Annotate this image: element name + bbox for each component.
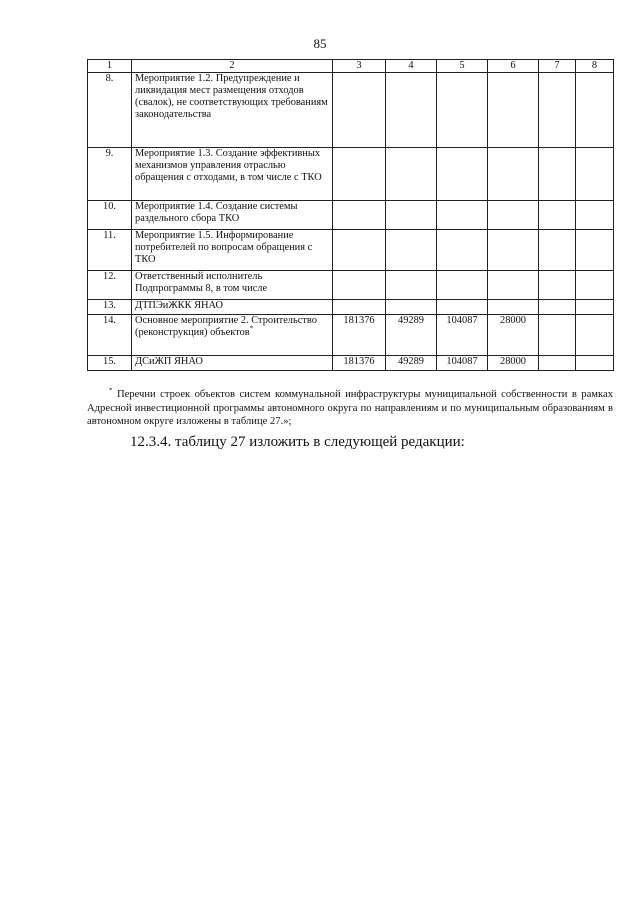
row-value: 181376 <box>333 356 386 371</box>
table-row <box>88 315 614 356</box>
row-value <box>333 300 386 315</box>
row-number: 15. <box>88 356 132 371</box>
row-value <box>437 300 488 315</box>
header-cell: 8 <box>576 60 614 73</box>
funding-table <box>87 59 614 371</box>
row-number: 14. <box>88 315 132 356</box>
row-name: Мероприятие 1.5. Информирование потребителей по вопросам обращения с ТКО <box>132 230 333 271</box>
footnote-paragraph <box>87 388 613 429</box>
row-value <box>333 201 386 230</box>
row-value <box>539 315 576 356</box>
header-cell: 7 <box>539 60 576 73</box>
row-name-cell <box>132 315 333 356</box>
row-value <box>437 201 488 230</box>
row-value <box>488 271 539 300</box>
row-value: 49289 <box>386 356 437 371</box>
row-name: Мероприятие 1.4. Создание системы раздельного сбора ТКО <box>132 201 333 230</box>
footnote-text: Перечни строек объектов систем коммунальной инфраструктуры муниципальной собственности в рамках Адресной инвестиционной программы автономного округа по направлениям и по муниципальным образованиям в автономном округе изложены в таблице 27.»; <box>87 389 613 427</box>
row-value <box>437 148 488 201</box>
footnote-marker: * <box>249 324 254 333</box>
row-value <box>576 230 614 271</box>
row-value <box>488 73 539 148</box>
row-value <box>539 201 576 230</box>
table-row <box>88 356 614 371</box>
row-value <box>333 148 386 201</box>
row-value <box>539 148 576 201</box>
row-number: 8. <box>88 73 132 148</box>
row-name: Основное мероприятие 2. Строительство (реконструкция) объектов <box>135 315 317 338</box>
row-number: 10. <box>88 201 132 230</box>
row-value: 28000 <box>488 315 539 356</box>
table-row <box>88 201 614 230</box>
row-value <box>386 73 437 148</box>
table-row <box>88 230 614 271</box>
row-name: ДСиЖП ЯНАО <box>132 356 333 371</box>
row-name: ДТПЭиЖКК ЯНАО <box>132 300 333 315</box>
row-name: Мероприятие 1.3. Создание эффективных механизмов управления отраслью обращения с отходами, в том числе с ТКО <box>132 148 333 201</box>
header-cell: 3 <box>333 60 386 73</box>
row-value <box>539 300 576 315</box>
header-cell: 1 <box>88 60 132 73</box>
row-value <box>333 271 386 300</box>
table-row <box>88 271 614 300</box>
row-value <box>539 356 576 371</box>
row-value <box>386 300 437 315</box>
row-value <box>386 271 437 300</box>
row-value <box>386 201 437 230</box>
row-value <box>437 73 488 148</box>
row-value: 104087 <box>437 356 488 371</box>
row-value <box>539 230 576 271</box>
row-value: 104087 <box>437 315 488 356</box>
row-value <box>576 271 614 300</box>
header-cell: 2 <box>132 60 333 73</box>
instruction-text: 12.3.4. таблицу 27 изложить в следующей редакции: <box>130 434 465 450</box>
header-cell: 4 <box>386 60 437 73</box>
row-value <box>386 230 437 271</box>
row-value <box>488 201 539 230</box>
table-row <box>88 73 614 148</box>
row-name: Ответственный исполнитель Подпрограммы 8, в том числе <box>132 271 333 300</box>
row-value <box>539 73 576 148</box>
row-value <box>386 148 437 201</box>
table-header-row <box>88 60 614 73</box>
header-cell: 6 <box>488 60 539 73</box>
row-number: 11. <box>88 230 132 271</box>
row-value <box>576 315 614 356</box>
header-cell: 5 <box>437 60 488 73</box>
row-value <box>488 148 539 201</box>
footnote-marker: * <box>109 386 113 395</box>
row-number: 12. <box>88 271 132 300</box>
page-number: 85 <box>313 36 327 51</box>
row-value <box>437 271 488 300</box>
row-value <box>488 230 539 271</box>
row-number: 13. <box>88 300 132 315</box>
row-number: 9. <box>88 148 132 201</box>
row-value <box>437 230 488 271</box>
table-row <box>88 148 614 201</box>
row-value: 49289 <box>386 315 437 356</box>
row-value <box>576 201 614 230</box>
row-value <box>333 73 386 148</box>
table-row <box>88 300 614 315</box>
row-value <box>333 230 386 271</box>
row-value <box>576 300 614 315</box>
row-value <box>576 73 614 148</box>
footnote <box>87 388 613 429</box>
row-value <box>539 271 576 300</box>
row-value <box>488 300 539 315</box>
row-name: Мероприятие 1.2. Предупреждение и ликвидация мест размещения отходов (свалок), не соответствующих требованиям законодательства <box>132 73 333 148</box>
row-value: 181376 <box>333 315 386 356</box>
row-value: 28000 <box>488 356 539 371</box>
row-value <box>576 148 614 201</box>
row-value <box>576 356 614 371</box>
